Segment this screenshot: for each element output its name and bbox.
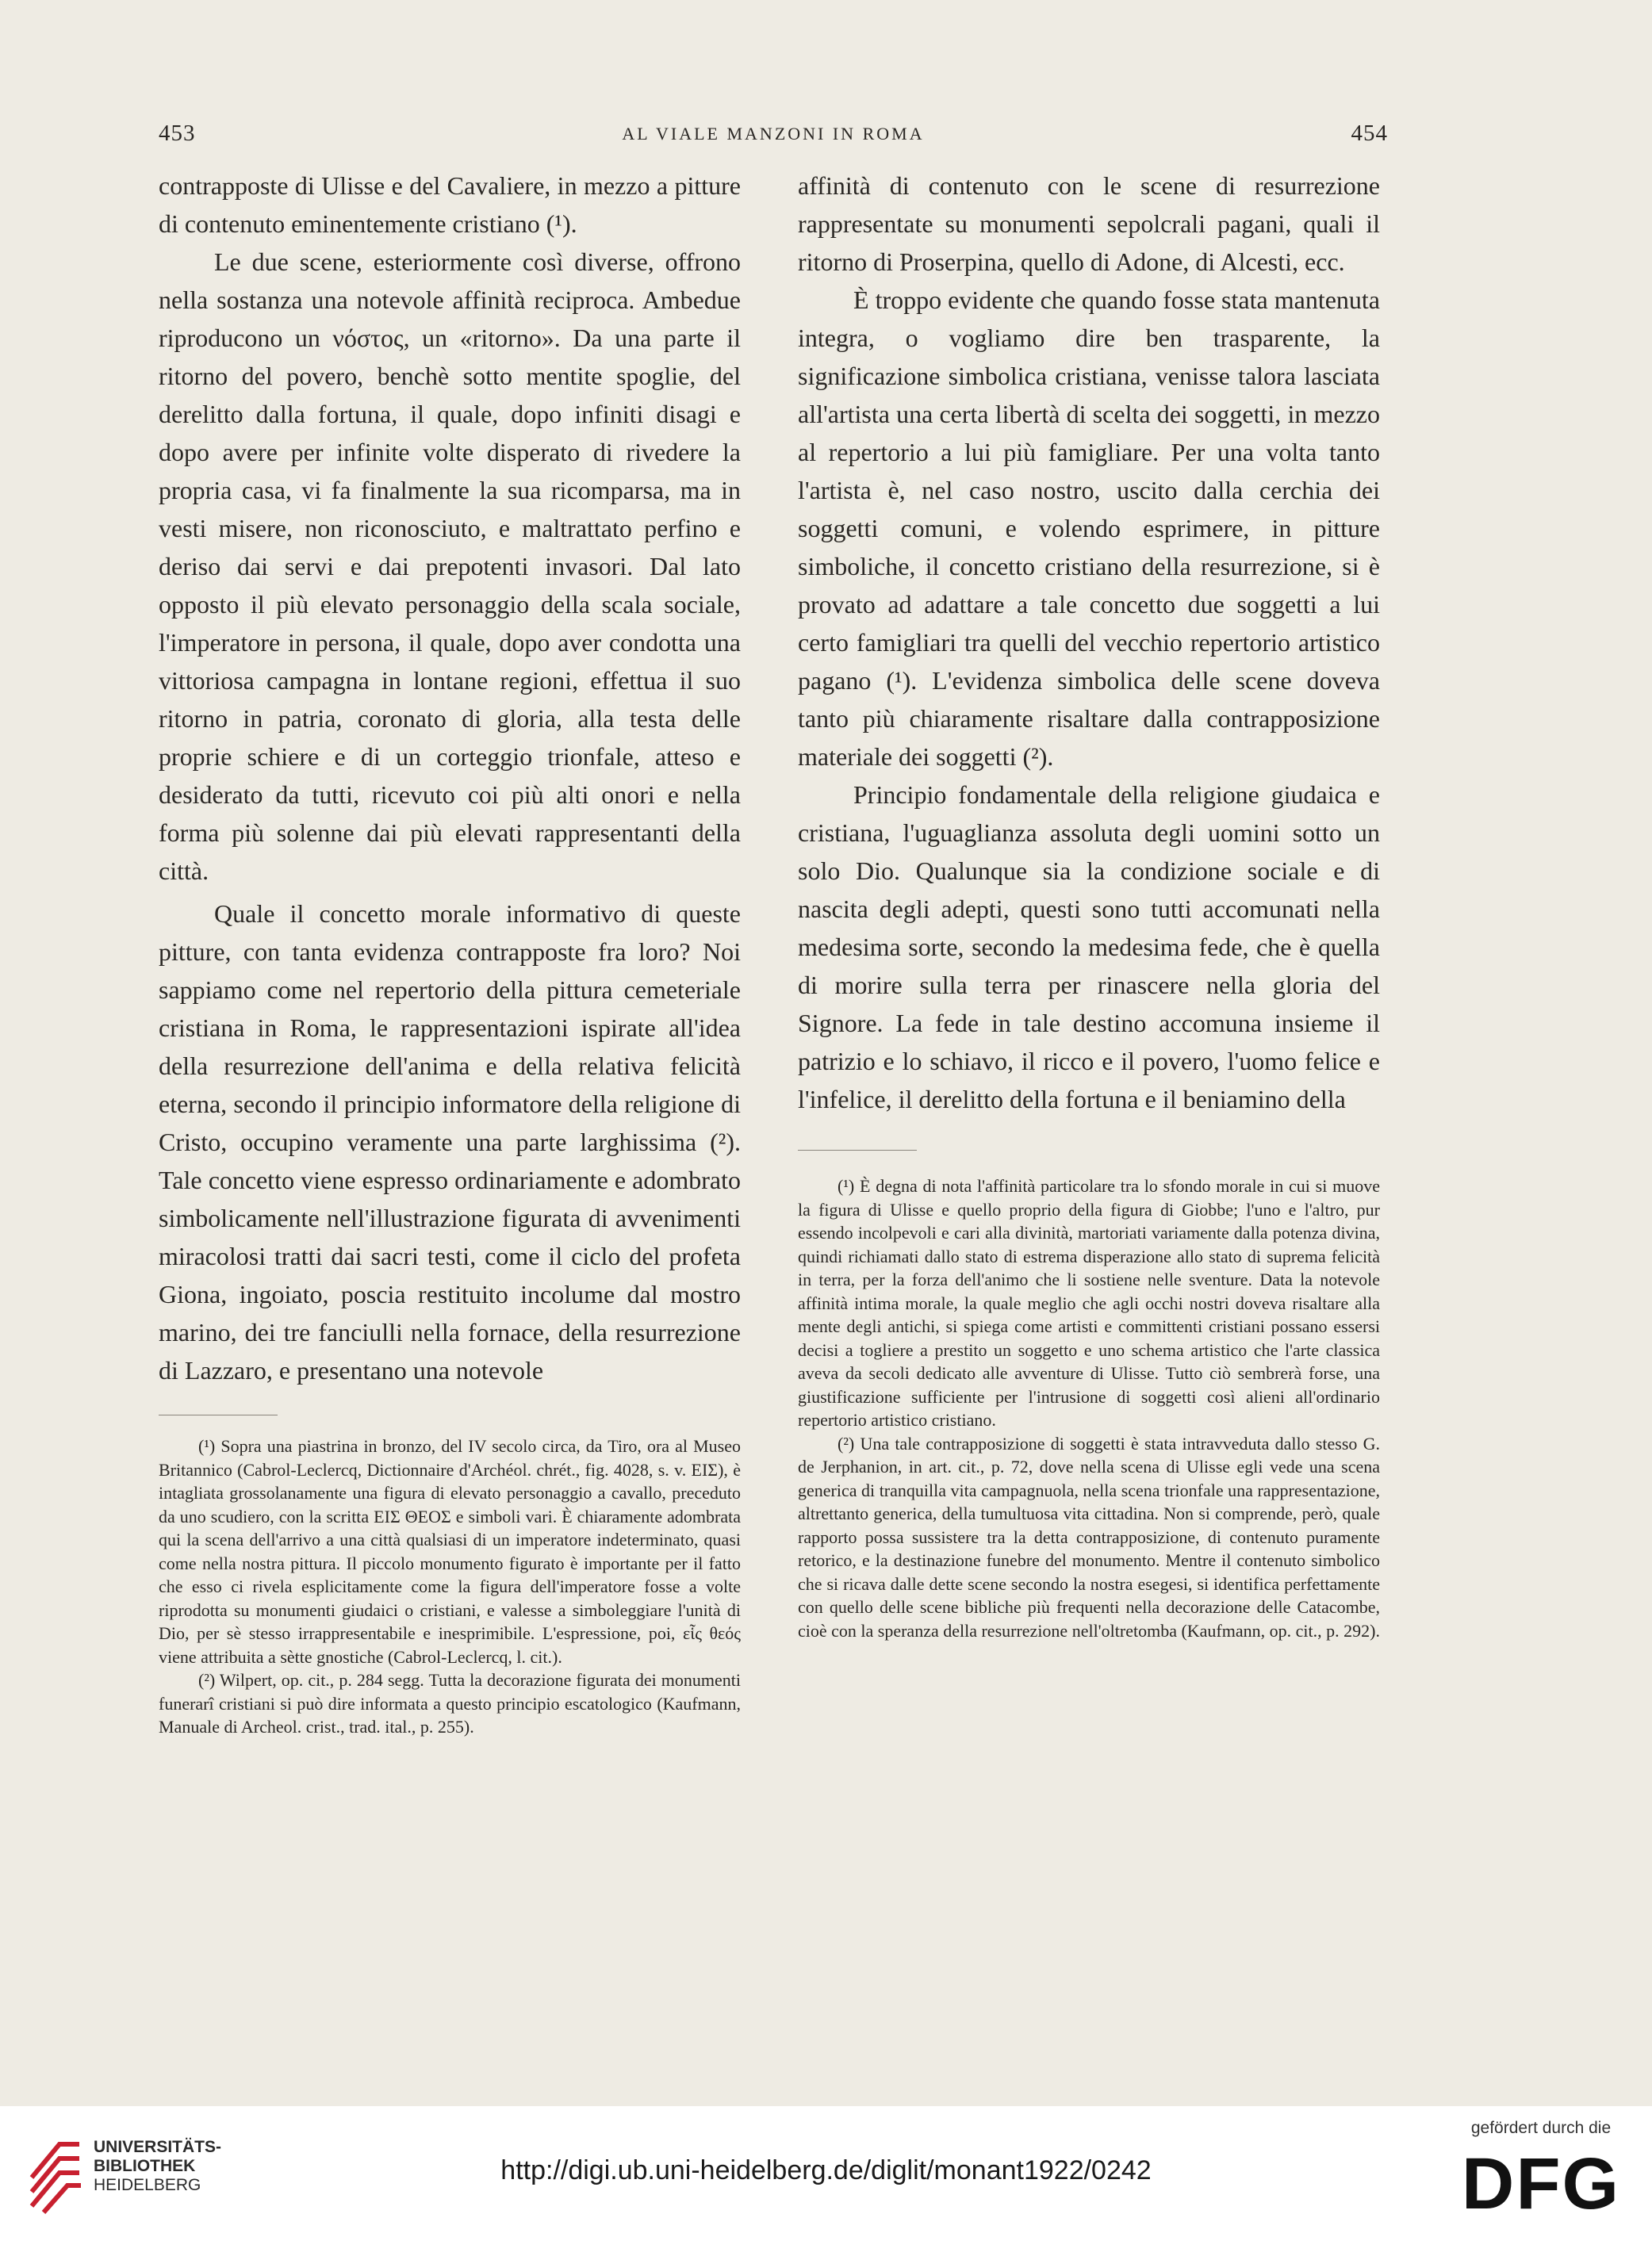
footnote-separator-right xyxy=(798,1150,917,1151)
right-footnotes xyxy=(798,1174,1380,1642)
left-paragraph-1: contrapposte di Ulisse e del Cavaliere, in mezzo a pitture di contenuto eminentemente cristiano (¹). xyxy=(159,171,741,238)
right-paragraph-1: affinità di contenuto con le scene di resurrezione rappresentate su monumenti sepolcrali pagani, quali il ritorno di Proserpina, quello di Adone, di Alcesti, ecc. xyxy=(798,171,1380,276)
right-column xyxy=(798,167,1380,1642)
left-paragraph-2: Le due scene, esteriormente così diverse, offrono nella sostanza una notevole affinità reciproca. Ambedue riproducono un νόστος, un «ritorno». Da una parte il ritorno del povero, benchè sotto mentite spoglie, del derelitto dalla fortuna, il quale, dopo infiniti disagi e dopo avere per infinite volte disperato di rivedere la propria casa, vi fa finalmente la sua ricomparsa, ma in vesti misere, non riconosciuto, e maltrattato perfino e deriso dai servi e dai prepotenti invasori. Dal lato opposto il più elevato personaggio della scala sociale, l'imperatore in persona, il quale, dopo aver condotta una vittoriosa campagna in lontane regioni, effettua il suo ritorno in patria, coronato di gloria, alla testa delle proprie schiere e di un corteggio trionfale, atteso e desiderato da tutti, ricevuto coi più alti onori e nella forma più solenne dai più elevati rappresentanti della città. xyxy=(159,247,741,885)
library-name-line-1: UNIVERSITÄTS- xyxy=(94,2138,222,2156)
right-paragraph-2: È troppo evidente che quando fosse stata mantenuta integra, o vogliamo dire ben trasparente, la significazione simbolica cristiana, venisse talora lasciata all'artista una certa libertà di scelta dei soggetti, in mezzo al repertorio a lui più famigliare. Per una volta tanto l'artista è, nel caso nostro, uscito dalla cerchia dei soggetti comuni, e volendo esprimere, in pitture simboliche, il concetto cristiano della resurrezione, si è provato ad adattare a tale concetto due soggetti a lui certo famigliari tra quelli del vecchio repertorio artistico pagano (¹). L'evidenza simbolica delle scene doveva tanto più chiaramente risaltare dalla contrapposizione materiale dei soggetti (²). xyxy=(798,285,1380,771)
left-footnote-1: (¹) Sopra una piastrina in bronzo, del IV secolo circa, da Tiro, ora al Museo Britannico (Cabrol-Leclercq, Dictionnaire d'Archéol. chrét., fig. 4028, s. v. ΕΙΣ), è intagliata grossolanamente una figura di elevato personaggio a cavallo, preceduto da uno scudiero, con la scritta ΕΙΣ ΘΕΟΣ e simboli vari. È chiaramente adombrata qui la scena dell'arrivo a una città qualsiasi di un imperatore indeterminato, quasi come nella nostra pittura. Il piccolo monumento figurato è importante per il fatto che esso ci rivela esplicitamente come la figura dell'imperatore fosse a volte riprodotta su monumenti giudaici o cristiani, e valesse a simboleggiare l'unità di Dio, per sè stesso irrappresentabile e inesprimibile. L'espressione, poi, εἷς θεός viene attribuita a sètte gnostiche (Cabrol-Leclercq, l. cit.). xyxy=(159,1436,741,1667)
left-column xyxy=(159,167,741,1739)
right-footnote-1: (¹) È degna di nota l'affinità particolare tra lo sfondo morale in cui si muove la figura di Ulisse e quello proprio della figura di Giobbe; l'uno e l'altro, pur essendo incolpevoli e cari alla divinità, martoriati variamente dalla potenza divina, quindi richiamati dallo stato di estrema disperazione allo stato di suprema felicità in terra, per la forza dell'animo che li sostiene nelle sventure. Data la notevole affinità intima morale, la quale meglio che agli occhi nostri doveva risaltare alla mente degli antichi, si spiega come artisti e committenti cristiani possano essersi decisi a togliere a prestito un soggetto e uno schema artistico che l'arte classica aveva da secoli dedicato alle avventure di Ulisse. Tutto ciò sembrerà forse, una giustificazione sufficiente per l'intrusione di soggetti così alieni all'ordinario repertorio artistico cristiano. xyxy=(798,1176,1380,1430)
left-footnote-2: (²) Wilpert, op. cit., p. 284 segg. Tutta la decorazione figurata dei monumenti funerarî cristiani si può dire informata a questo principio escatologico (Kaufmann, Manuale di Archeol. crist., trad. ital., p. 255). xyxy=(159,1670,741,1737)
left-footnotes xyxy=(159,1435,741,1739)
library-name-line-3: HEIDELBERG xyxy=(94,2176,201,2194)
page-number-right: 454 xyxy=(1351,121,1388,146)
library-name-line-2: BIBLIOTHEK xyxy=(94,2157,196,2175)
permalink-url[interactable]: http://digi.ub.uni-heidelberg.de/diglit/monant1922/0242 xyxy=(500,2155,1152,2185)
right-paragraph-3: Principio fondamentale della religione giudaica e cristiana, l'uguaglianza assoluta degli uomini sotto un solo Dio. Qualunque sia la condizione sociale e di nascita degli adepti, questi sono tutti accomunati nella medesima sorte, secondo la medesima fede, che è quella di morire sulla terra per rinascere nella gloria del Signore. La fede in tale destino accomuna insieme il patrizio e lo schiavo, il ricco e il povero, l'uomo felice e l'infelice, il derelitto della fortuna e il beniamino della xyxy=(798,780,1380,1113)
left-paragraph-3: Quale il concetto morale informativo di queste pitture, con tanta evidenza contrapposte fra loro? Noi sappiamo come nel repertorio della pittura cemeteriale cristiana in Roma, le rappresentazioni ispirate all'idea della resurrezione dell'anima e della relativa felicità eterna, secondo il principio informatore della religione di Cristo, occupino veramente una parte larghissima (²). Tale concetto viene espresso ordinariamente e adombrato simbolicamente nell'illustrazione figurata di avvenimenti miracolosi tratti dai sacri testi, come il ciclo del profeta Giona, ingoiato, poscia restituito incolume dal mostro marino, dei tre fanciulli nella fornace, della resurrezione di Lazzaro, e presentano una notevole xyxy=(159,899,741,1385)
running-header xyxy=(159,121,1388,152)
right-body-text xyxy=(798,167,1380,1118)
page-number-left: 453 xyxy=(159,121,196,146)
funder-block[interactable] xyxy=(1454,2119,1628,2224)
right-footnote-2: (²) Una tale contrapposizione di soggetti è stata intravveduta dallo stesso G. de Jerphanion, in art. cit., p. 72, dove nella scena di Ulisse egli vede una scena generica di tranquilla vita campagnuola, nella scena trionfale una rappresentazione, altrettanto generica, della tumultuosa vita cittadina. Non si comprende, però, quale rapporto possa sussistere tra la detta contrapposizione, di contenuto puramente retorico, e la destinazione funebre del monumento. Mentre il contenuto simbolico che si ricava dalle dette scene secondo la nostra esegesi, si identifica perfettamente con quello delle scene bibliche più frequenti nella decorazione delle Catacombe, cioè con la speranza della resurrezione nell'oltretomba (Kaufmann, op. cit., p. 292). xyxy=(798,1433,1380,1641)
funded-by-label: gefördert durch die xyxy=(1470,2119,1612,2137)
left-body-text xyxy=(159,167,741,1389)
dfg-logo: DFG xyxy=(1461,2143,1621,2224)
running-title: AL VIALE MANZONI IN ROMA xyxy=(622,124,925,144)
